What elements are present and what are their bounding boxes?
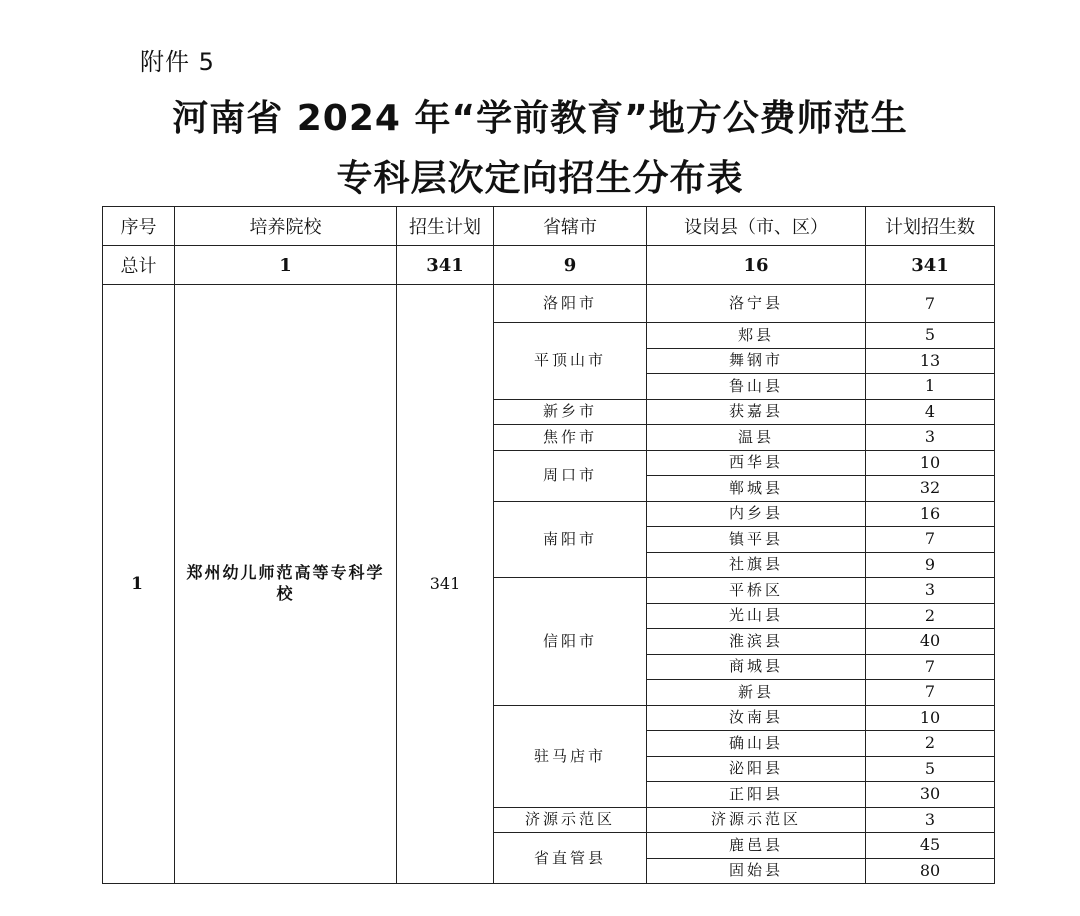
county-cell: 鲁山县 bbox=[647, 374, 866, 400]
count-cell: 2 bbox=[866, 603, 995, 629]
table-row bbox=[103, 285, 995, 323]
county-cell: 鹿邑县 bbox=[647, 833, 866, 859]
school-cell: 郑州幼儿师范高等专科学校 bbox=[175, 285, 397, 884]
county-cell: 温县 bbox=[647, 425, 866, 451]
city-cell: 驻马店市 bbox=[494, 705, 647, 807]
county-cell: 新县 bbox=[647, 680, 866, 706]
count-cell: 7 bbox=[866, 285, 995, 323]
attachment-label: 附件 5 bbox=[140, 48, 215, 76]
city-cell: 洛阳市 bbox=[494, 285, 647, 323]
page-title-line1: 河南省 2024 年“学前教育”地方公费师范生 bbox=[172, 98, 908, 139]
county-cell: 舞钢市 bbox=[647, 348, 866, 374]
count-cell: 3 bbox=[866, 807, 995, 833]
count-cell: 16 bbox=[866, 501, 995, 527]
enrollment-table bbox=[102, 206, 995, 884]
count-cell: 3 bbox=[866, 425, 995, 451]
city-cell: 南阳市 bbox=[494, 501, 647, 578]
county-cell: 洛宁县 bbox=[647, 285, 866, 323]
county-cell: 平桥区 bbox=[647, 578, 866, 604]
count-cell: 7 bbox=[866, 654, 995, 680]
header-county: 设岗县（市、区） bbox=[647, 207, 866, 246]
plan-cell: 341 bbox=[397, 285, 494, 884]
total-plan: 341 bbox=[397, 246, 494, 285]
city-cell: 省直管县 bbox=[494, 833, 647, 884]
county-cell: 济源示范区 bbox=[647, 807, 866, 833]
county-cell: 确山县 bbox=[647, 731, 866, 757]
count-cell: 45 bbox=[866, 833, 995, 859]
count-cell: 13 bbox=[866, 348, 995, 374]
count-cell: 5 bbox=[866, 756, 995, 782]
count-cell: 4 bbox=[866, 399, 995, 425]
city-cell: 济源示范区 bbox=[494, 807, 647, 833]
county-cell: 泌阳县 bbox=[647, 756, 866, 782]
header-count: 计划招生数 bbox=[866, 207, 995, 246]
county-cell: 内乡县 bbox=[647, 501, 866, 527]
count-cell: 32 bbox=[866, 476, 995, 502]
count-cell: 7 bbox=[866, 527, 995, 553]
county-cell: 淮滨县 bbox=[647, 629, 866, 655]
count-cell: 5 bbox=[866, 323, 995, 349]
county-cell: 商城县 bbox=[647, 654, 866, 680]
city-cell: 周口市 bbox=[494, 450, 647, 501]
total-cities: 9 bbox=[494, 246, 647, 285]
city-cell: 新乡市 bbox=[494, 399, 647, 425]
count-cell: 40 bbox=[866, 629, 995, 655]
county-cell: 光山县 bbox=[647, 603, 866, 629]
table-header-row bbox=[103, 207, 995, 246]
count-cell: 9 bbox=[866, 552, 995, 578]
count-cell: 30 bbox=[866, 782, 995, 808]
total-row bbox=[103, 246, 995, 285]
count-cell: 2 bbox=[866, 731, 995, 757]
count-cell: 10 bbox=[866, 705, 995, 731]
count-cell: 80 bbox=[866, 858, 995, 884]
city-cell: 信阳市 bbox=[494, 578, 647, 706]
count-cell: 1 bbox=[866, 374, 995, 400]
count-cell: 10 bbox=[866, 450, 995, 476]
total-counties: 16 bbox=[647, 246, 866, 285]
county-cell: 西华县 bbox=[647, 450, 866, 476]
total-count: 341 bbox=[866, 246, 995, 285]
county-cell: 社旗县 bbox=[647, 552, 866, 578]
county-cell: 汝南县 bbox=[647, 705, 866, 731]
count-cell: 3 bbox=[866, 578, 995, 604]
seq-cell: 1 bbox=[103, 285, 175, 884]
header-city: 省辖市 bbox=[494, 207, 647, 246]
total-label: 总计 bbox=[103, 246, 175, 285]
county-cell: 获嘉县 bbox=[647, 399, 866, 425]
county-cell: 镇平县 bbox=[647, 527, 866, 553]
county-cell: 郸城县 bbox=[647, 476, 866, 502]
count-cell: 7 bbox=[866, 680, 995, 706]
header-school: 培养院校 bbox=[175, 207, 397, 246]
header-plan: 招生计划 bbox=[397, 207, 494, 246]
header-seq: 序号 bbox=[103, 207, 175, 246]
county-cell: 固始县 bbox=[647, 858, 866, 884]
county-cell: 郏县 bbox=[647, 323, 866, 349]
county-cell: 正阳县 bbox=[647, 782, 866, 808]
page-title-line2: 专科层次定向招生分布表 bbox=[336, 158, 744, 199]
city-cell: 焦作市 bbox=[494, 425, 647, 451]
city-cell: 平顶山市 bbox=[494, 323, 647, 400]
total-schools: 1 bbox=[175, 246, 397, 285]
